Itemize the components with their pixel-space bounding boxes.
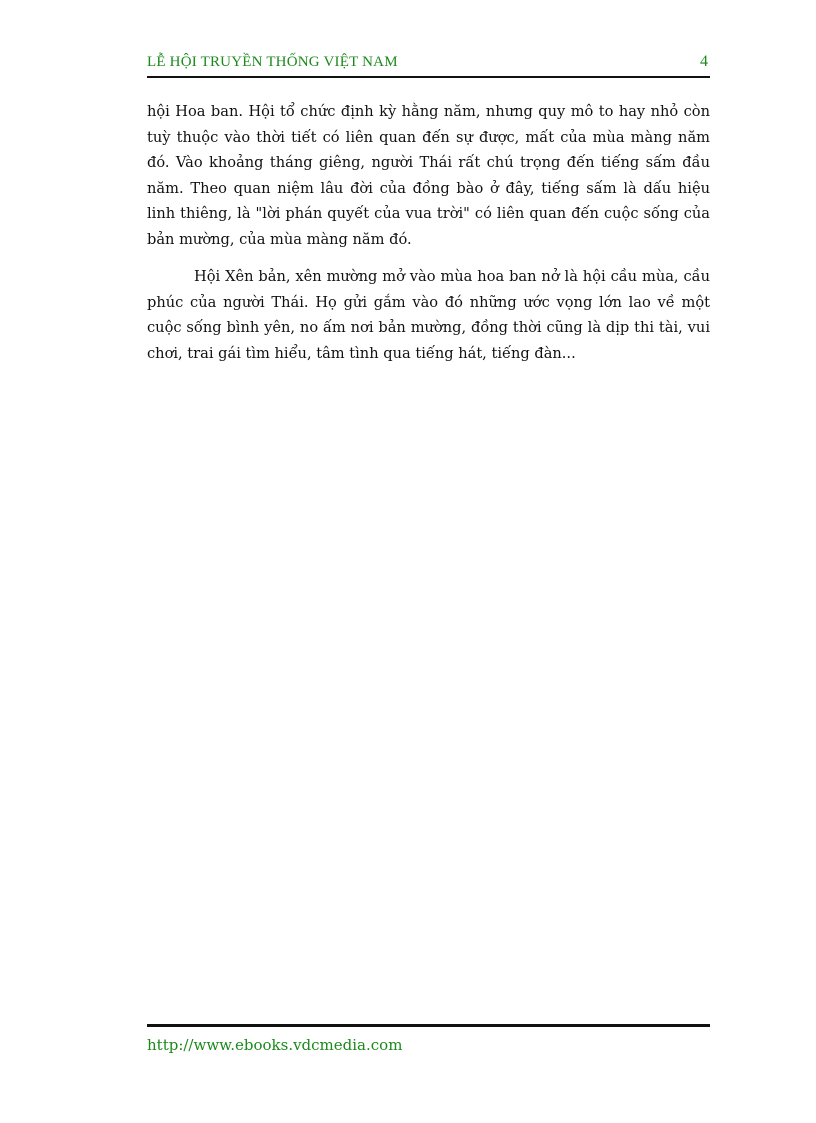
page-header — [147, 52, 710, 78]
book-title: LỄ HỘI TRUYỀN THỐNG VIỆT NAM — [147, 54, 398, 70]
page-number: 4 — [700, 53, 708, 70]
paragraph-xen-ban: Hội Xên bản, xên mường mở vào mùa hoa ban nở là hội cầu mùa, cầu phúc của người Thái. Họ gửi gắm vào đó những ước vọng lớn lao về một cuộc sống bình yên, no ấm nơi bản mường, đồng thời cũng là dịp thi tài, vui chơi, trai gái tìm hiểu, tâm tình qua tiếng hát, tiếng đàn... — [147, 268, 710, 362]
paragraph-continued: hội Hoa ban. Hội tổ chức định kỳ hằng năm, nhưng quy mô to hay nhỏ còn tuỳ thuộc vào thời tiết có liên quan đến sự được, mất của mùa màng năm đó. Vào khoảng tháng giêng, người Thái rất chú trọng đến tiếng sấm đầu năm. Theo quan niệm lâu đời của đồng bào ở đây, tiếng sấm là dấu hiệu linh thiêng, là "lời phán quyết của vua trời" có liên quan đến cuộc sống của bản mường, của mùa màng năm đó. — [147, 103, 710, 248]
page-body — [147, 99, 710, 366]
footer-website-link[interactable]: http://www.ebooks.vdcmedia.com — [147, 1036, 403, 1054]
page-footer — [147, 1024, 710, 1054]
